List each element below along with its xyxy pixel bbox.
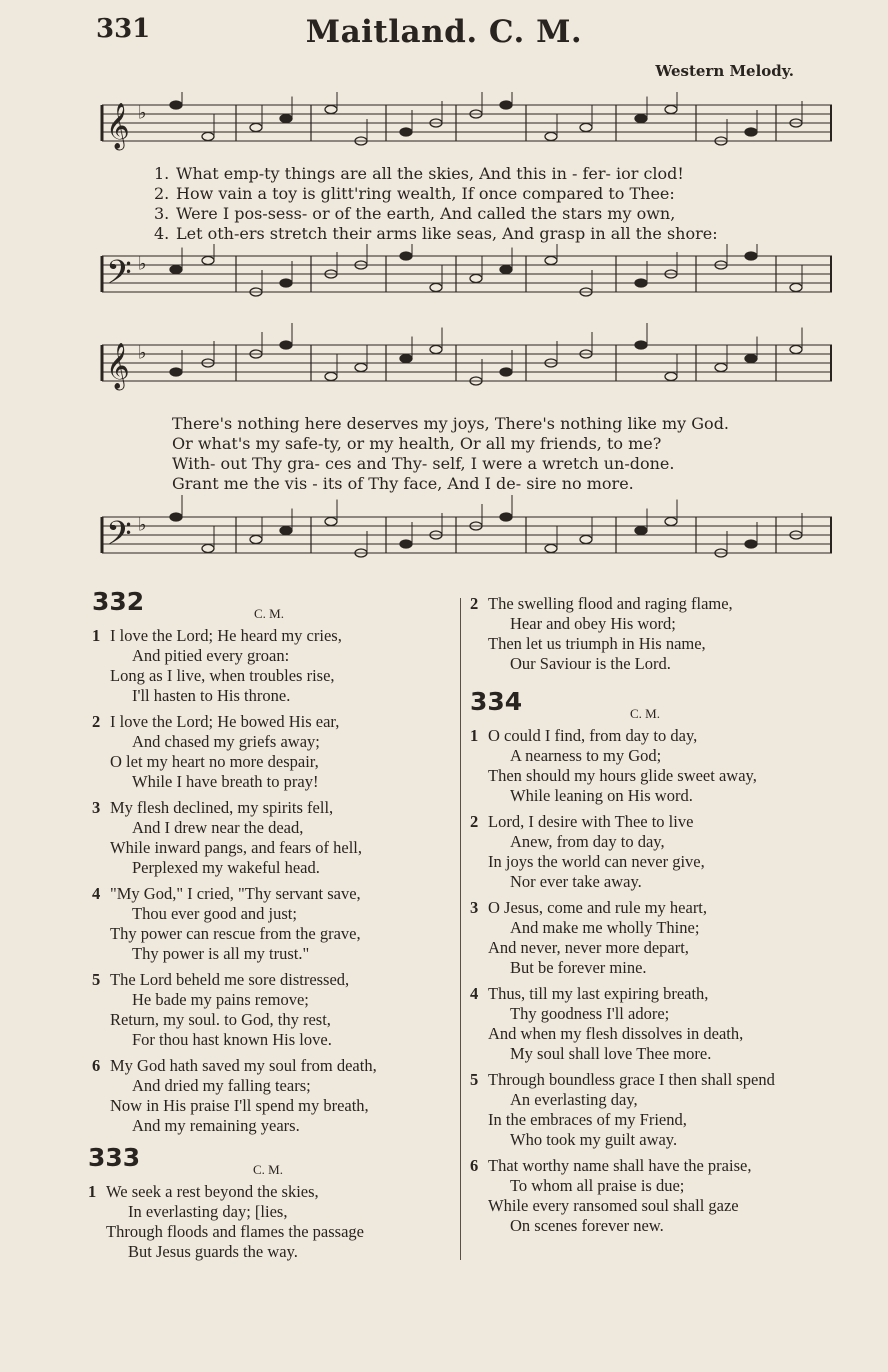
line-text: Long as I live, when troubles rise, — [110, 666, 335, 685]
line-text: Who took my guilt away. — [510, 1130, 678, 1149]
line-text: My God hath saved my soul from death, — [110, 1056, 377, 1075]
stanza-line — [92, 686, 462, 706]
lyric-text: Or what's my safe-ty, or my health, Or all my friends, to me? — [172, 434, 662, 453]
lyric-line-1 — [154, 164, 830, 184]
line-text: My soul shall love Thee more. — [510, 1044, 712, 1063]
stanza — [92, 626, 462, 706]
stanza — [470, 812, 840, 892]
stanza-line — [92, 666, 462, 686]
stanza-line — [470, 654, 840, 674]
stanza-number: 5 — [92, 970, 101, 989]
line-text: On scenes forever new. — [510, 1216, 664, 1235]
stanza — [470, 984, 840, 1064]
line-text: Thy power can rescue from the grave, — [110, 924, 361, 943]
stanza-line — [92, 712, 462, 732]
stanza-number: 6 — [92, 1056, 101, 1075]
line-text: Through floods and flames the passage — [106, 1222, 364, 1241]
svg-text:♭: ♭ — [138, 102, 147, 124]
stanza-number: 6 — [470, 1156, 479, 1175]
svg-text:♭: ♭ — [138, 342, 147, 364]
line-text: The swelling flood and raging flame, — [488, 594, 733, 613]
stanza-line — [92, 858, 462, 878]
stanza — [470, 1070, 840, 1150]
verse-number: 1. — [154, 164, 170, 183]
hymn-title: Maitland. C. M. — [305, 14, 583, 50]
stanza-line — [92, 818, 462, 838]
line-text: Then let us triumph in His name, — [488, 634, 706, 653]
stanza-line — [470, 1024, 840, 1044]
stanza-line — [470, 852, 840, 872]
page-number: 331 — [96, 14, 151, 44]
stanza-number: 2 — [92, 712, 101, 731]
lyric-line-2 — [154, 184, 830, 204]
line-text: I'll hasten to His throne. — [132, 686, 291, 705]
stanza-line — [470, 614, 840, 634]
line-text: And my remaining years. — [132, 1116, 300, 1135]
lyric-line-4 — [172, 474, 830, 494]
stanza-line — [470, 872, 840, 892]
stanza-line — [470, 958, 840, 978]
stanza-line — [470, 984, 840, 1004]
line-text: In the embraces of my Friend, — [488, 1110, 687, 1129]
stanza — [92, 884, 462, 964]
line-text: In joys the world can never give, — [488, 852, 705, 871]
line-text: I love the Lord; He bowed His ear, — [110, 712, 340, 731]
stanza-line — [92, 990, 462, 1010]
stanza-line — [470, 832, 840, 852]
stanza-line — [88, 1242, 458, 1262]
stanza-line — [470, 594, 840, 614]
stanza-line — [92, 970, 462, 990]
stanza-line — [470, 1110, 840, 1130]
line-text: And dried my falling tears; — [132, 1076, 311, 1095]
hymn-333-continued — [470, 594, 840, 680]
stanza-number: 3 — [92, 798, 101, 817]
clef: 𝄞 — [106, 103, 130, 149]
stanza-line — [92, 1010, 462, 1030]
line-text: Then should my hours glide sweet away, — [488, 766, 757, 785]
stanza — [92, 712, 462, 792]
stanza-line — [92, 838, 462, 858]
stanza-number: 2 — [470, 812, 479, 831]
stanza-line — [92, 752, 462, 772]
stanza-number: 1 — [470, 726, 479, 745]
stanza-line — [470, 1090, 840, 1110]
bass-staff-2 — [96, 494, 834, 584]
verse-lyrics-1 — [96, 164, 834, 246]
stanza-line — [92, 1056, 462, 1076]
stanza-line — [92, 944, 462, 964]
line-text: And I drew near the dead, — [132, 818, 304, 837]
stanza — [88, 1182, 458, 1262]
line-text: Nor ever take away. — [510, 872, 642, 891]
treble-staff-2 — [96, 318, 834, 416]
stanza-number: 1 — [88, 1182, 97, 1201]
line-text: And never, never more depart, — [488, 938, 689, 957]
stanza-line — [470, 918, 840, 938]
line-text: Thy goodness I'll adore; — [510, 1004, 670, 1023]
clef: 𝄞 — [106, 343, 130, 389]
line-text: While every ransomed soul shall gaze — [488, 1196, 739, 1215]
hymn-332 — [92, 587, 462, 1142]
line-text: But be forever mine. — [510, 958, 647, 977]
line-text: In everlasting day; [lies, — [128, 1202, 288, 1221]
stanza-line — [88, 1222, 458, 1242]
line-text: He bade my pains remove; — [132, 990, 309, 1009]
lyric-text: Were I pos-sess- or of the earth, And called the stars my own, — [176, 204, 676, 223]
line-text: An everlasting day, — [510, 1090, 638, 1109]
line-text: O could I find, from day to day, — [488, 726, 698, 745]
line-text: Return, my soul. to God, thy rest, — [110, 1010, 331, 1029]
line-text: Perplexed my wakeful head. — [132, 858, 320, 877]
lyric-line-3 — [154, 204, 830, 224]
stanza-line — [470, 726, 840, 746]
lyric-text: What emp-ty things are all the skies, And this in - fer- ior clod! — [176, 164, 684, 183]
lyric-text: There's nothing here deserves my joys, There's nothing like my God. — [172, 414, 730, 433]
line-text: And pitied every groan: — [132, 646, 290, 665]
column-divider — [460, 598, 461, 1260]
stanza-line — [470, 1156, 840, 1176]
lyric-line-1 — [172, 414, 830, 434]
line-text: Through boundless grace I then shall spend — [488, 1070, 775, 1089]
line-text: I love the Lord; He heard my cries, — [110, 626, 342, 645]
stanza-line — [88, 1182, 458, 1202]
lyric-line-4 — [154, 224, 830, 244]
line-text: While I have breath to pray! — [132, 772, 319, 791]
lyric-line-3 — [172, 454, 830, 474]
line-text: While leaning on His word. — [510, 786, 693, 805]
music-system-1 — [96, 92, 834, 306]
line-text: My flesh declined, my spirits fell, — [110, 798, 334, 817]
hymn-number: 332 — [92, 587, 145, 616]
stanza-line — [470, 938, 840, 958]
stanza-line — [92, 1076, 462, 1096]
line-text: O Jesus, come and rule my heart, — [488, 898, 708, 917]
hymn-number: 333 — [88, 1143, 141, 1172]
lyric-line-2 — [172, 434, 830, 454]
line-text: Thy power is all my trust." — [132, 944, 310, 963]
stanza-number: 3 — [470, 898, 479, 917]
stanza-line — [92, 626, 462, 646]
verse-number: 3. — [154, 204, 170, 223]
line-text: For thou hast known His love. — [132, 1030, 332, 1049]
hymn-meter: C. M. — [630, 706, 660, 721]
verse-lyrics-2 — [96, 414, 834, 496]
line-text: To whom all praise is due; — [510, 1176, 685, 1195]
stanza-line — [92, 1116, 462, 1136]
stanza-line — [92, 646, 462, 666]
lyric-text: With- out Thy gra- ces and Thy- self, I were a wretch un-done. — [172, 454, 675, 473]
stanza — [470, 594, 840, 674]
stanza-line — [470, 1130, 840, 1150]
lyric-text: How vain a toy is glitt'ring wealth, If once compared to Thee: — [176, 184, 675, 203]
stanza-line — [470, 786, 840, 806]
verse-number: 2. — [154, 184, 170, 203]
stanza-line — [92, 884, 462, 904]
line-text: Thou ever good and just; — [132, 904, 297, 923]
stanza-number: 1 — [92, 626, 101, 645]
stanza-number: 5 — [470, 1070, 479, 1089]
line-text: We seek a rest beyond the skies, — [106, 1182, 319, 1201]
hymn-333 — [88, 1143, 458, 1268]
stanza-line — [470, 1216, 840, 1236]
line-text: That worthy name shall have the praise, — [488, 1156, 752, 1175]
line-text: While inward pangs, and fears of hell, — [110, 838, 362, 857]
line-text: O let my heart no more despair, — [110, 752, 319, 771]
stanza-line — [470, 1196, 840, 1216]
stanza-line — [470, 746, 840, 766]
stanza-line — [470, 1044, 840, 1064]
line-text: And when my flesh dissolves in death, — [488, 1024, 744, 1043]
clef: 𝄢 — [106, 515, 132, 561]
verse-number: 4. — [154, 224, 170, 243]
line-text: A nearness to my God; — [510, 746, 662, 765]
stanza-line — [92, 772, 462, 792]
stanza-line — [470, 812, 840, 832]
svg-text:♭: ♭ — [138, 253, 147, 275]
stanza-number: 4 — [470, 984, 479, 1003]
stanza — [470, 898, 840, 978]
stanza-line — [470, 1004, 840, 1024]
music-system-2 — [96, 318, 834, 584]
clef: 𝄢 — [106, 254, 132, 300]
line-text: Lord, I desire with Thee to live — [488, 812, 694, 831]
lyric-text: Let oth-ers stretch their arms like seas, And grasp in all the shore: — [176, 224, 718, 243]
svg-text:♭: ♭ — [138, 514, 147, 536]
line-text: The Lord beheld me sore distressed, — [110, 970, 350, 989]
stanza-line — [92, 1030, 462, 1050]
stanza — [92, 1056, 462, 1136]
line-text: Hear and obey His word; — [510, 614, 676, 633]
composer-credit: Western Melody. — [655, 62, 794, 80]
stanza-line — [92, 798, 462, 818]
stanza — [470, 1156, 840, 1236]
stanza-number: 4 — [92, 884, 101, 903]
line-text: Now in His praise I'll spend my breath, — [110, 1096, 369, 1115]
stanza-line — [470, 634, 840, 654]
hymn-334 — [470, 687, 840, 1242]
stanza-line — [470, 898, 840, 918]
stanza-number: 2 — [470, 594, 479, 613]
bass-staff-1 — [96, 244, 834, 312]
stanza — [92, 970, 462, 1050]
hymn-meter: C. M. — [253, 1162, 283, 1177]
stanza-line — [470, 1070, 840, 1090]
line-text: Thus, till my last expiring breath, — [488, 984, 709, 1003]
line-text: "My God," I cried, "Thy servant save, — [110, 884, 361, 903]
treble-staff-1 — [96, 92, 834, 162]
line-text: And make me wholly Thine; — [510, 918, 700, 937]
line-text: And chased my griefs away; — [132, 732, 320, 751]
stanza — [92, 798, 462, 878]
stanza-line — [92, 732, 462, 752]
stanza — [470, 726, 840, 806]
stanza-line — [88, 1202, 458, 1222]
hymn-number: 334 — [470, 687, 523, 716]
stanza-line — [92, 904, 462, 924]
lyric-text: Grant me the vis - its of Thy face, And I de- sire no more. — [172, 474, 634, 493]
hymn-meter: C. M. — [254, 606, 284, 621]
stanza-line — [470, 1176, 840, 1196]
stanza-line — [92, 924, 462, 944]
line-text: Anew, from day to day, — [510, 832, 665, 851]
stanza-line — [470, 766, 840, 786]
line-text: But Jesus guards the way. — [128, 1242, 298, 1261]
stanza-line — [92, 1096, 462, 1116]
line-text: Our Saviour is the Lord. — [510, 654, 671, 673]
